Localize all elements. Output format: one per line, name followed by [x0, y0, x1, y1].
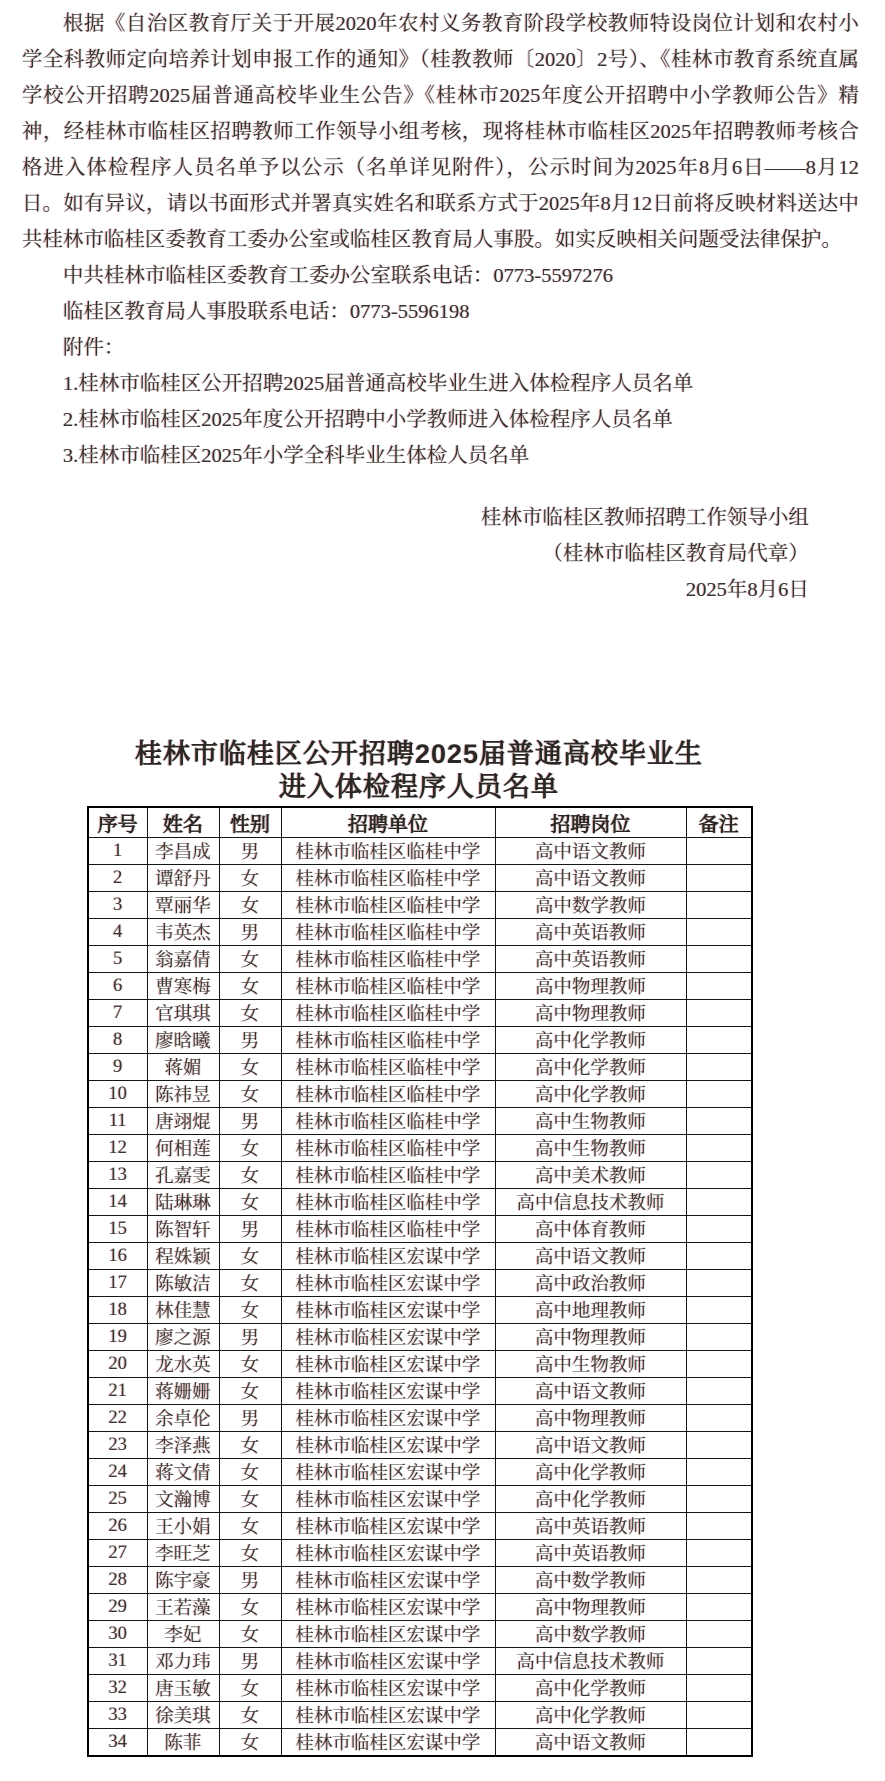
cell-seq: 14	[88, 1189, 147, 1216]
cell-unit: 桂林市临桂区临桂中学	[281, 1054, 495, 1081]
table-row	[88, 1459, 752, 1486]
cell-unit: 桂林市临桂区临桂中学	[281, 946, 495, 973]
contact-line-office: 中共桂林市临桂区委教育工委办公室联系电话：0773-5597276	[63, 265, 614, 287]
table-row	[88, 1405, 752, 1432]
table-row	[88, 919, 752, 946]
table-row	[88, 1162, 752, 1189]
cell-position: 高中化学教师	[495, 1702, 686, 1729]
table-row	[88, 1486, 752, 1513]
cell-seq: 30	[88, 1621, 147, 1648]
table-row	[88, 1567, 752, 1594]
cell-seq: 18	[88, 1297, 147, 1324]
cell-note	[686, 1405, 752, 1432]
table-row	[88, 1108, 752, 1135]
cell-seq: 27	[88, 1540, 147, 1567]
cell-seq: 25	[88, 1486, 147, 1513]
cell-name: 陆琳琳	[147, 1189, 219, 1216]
cell-name: 邓力玮	[147, 1648, 219, 1675]
cell-gender: 女	[219, 1675, 281, 1702]
cell-unit: 桂林市临桂区宏谋中学	[281, 1513, 495, 1540]
cell-position: 高中语文教师	[495, 838, 686, 865]
cell-note	[686, 1216, 752, 1243]
signature-seal-note: （桂林市临桂区教育局代章）	[542, 543, 809, 565]
cell-note	[686, 1324, 752, 1351]
cell-gender: 男	[219, 1216, 281, 1243]
cell-position: 高中数学教师	[495, 892, 686, 919]
cell-unit: 桂林市临桂区临桂中学	[281, 1027, 495, 1054]
cell-seq: 28	[88, 1567, 147, 1594]
cell-name: 陈宇豪	[147, 1567, 219, 1594]
cell-unit: 桂林市临桂区宏谋中学	[281, 1405, 495, 1432]
cell-note	[686, 1108, 752, 1135]
cell-unit: 桂林市临桂区宏谋中学	[281, 1243, 495, 1270]
table-row	[88, 1351, 752, 1378]
cell-unit: 桂林市临桂区宏谋中学	[281, 1378, 495, 1405]
cell-note	[686, 892, 752, 919]
cell-gender: 女	[219, 1054, 281, 1081]
cell-name: 文瀚博	[147, 1486, 219, 1513]
cell-position: 高中英语教师	[495, 919, 686, 946]
cell-name: 翁嘉倩	[147, 946, 219, 973]
cell-note	[686, 1189, 752, 1216]
cell-gender: 女	[219, 1378, 281, 1405]
cell-name: 陈敏洁	[147, 1270, 219, 1297]
table-row	[88, 1081, 752, 1108]
cell-position: 高中政治教师	[495, 1270, 686, 1297]
cell-gender: 女	[219, 946, 281, 973]
table-row	[88, 838, 752, 865]
cell-name: 李泽燕	[147, 1432, 219, 1459]
cell-note	[686, 1540, 752, 1567]
table-row	[88, 1432, 752, 1459]
roster-title-line-2: 进入体检程序人员名单	[279, 772, 559, 802]
attachment-item-1: 1.桂林市临桂区公开招聘2025届普通高校毕业生进入体检程序人员名单	[63, 373, 694, 395]
cell-unit: 桂林市临桂区临桂中学	[281, 973, 495, 1000]
cell-unit: 桂林市临桂区宏谋中学	[281, 1351, 495, 1378]
cell-name: 蒋文倩	[147, 1459, 219, 1486]
cell-seq: 2	[88, 865, 147, 892]
cell-seq: 16	[88, 1243, 147, 1270]
cell-note	[686, 1621, 752, 1648]
cell-note	[686, 1702, 752, 1729]
cell-unit: 桂林市临桂区宏谋中学	[281, 1567, 495, 1594]
table-row	[88, 1027, 752, 1054]
table-row	[88, 892, 752, 919]
cell-seq: 12	[88, 1135, 147, 1162]
cell-unit: 桂林市临桂区宏谋中学	[281, 1675, 495, 1702]
table-row	[88, 946, 752, 973]
signature-org: 桂林市临桂区教师招聘工作领导小组	[481, 507, 809, 529]
cell-unit: 桂林市临桂区临桂中学	[281, 1135, 495, 1162]
cell-name: 何相莲	[147, 1135, 219, 1162]
cell-note	[686, 1567, 752, 1594]
roster-title-line-1: 桂林市临桂区公开招聘2025届普通高校毕业生	[134, 739, 704, 769]
cell-seq: 23	[88, 1432, 147, 1459]
cell-seq: 34	[88, 1729, 147, 1757]
cell-name: 陈菲	[147, 1729, 219, 1757]
cell-name: 李昌成	[147, 838, 219, 865]
cell-gender: 女	[219, 1702, 281, 1729]
cell-position: 高中物理教师	[495, 1324, 686, 1351]
column-header-note: 备注	[686, 807, 752, 838]
cell-name: 王小娟	[147, 1513, 219, 1540]
cell-seq: 13	[88, 1162, 147, 1189]
cell-unit: 桂林市临桂区临桂中学	[281, 1000, 495, 1027]
cell-unit: 桂林市临桂区宏谋中学	[281, 1432, 495, 1459]
cell-position: 高中语文教师	[495, 1243, 686, 1270]
cell-gender: 男	[219, 1027, 281, 1054]
cell-name: 谭舒丹	[147, 865, 219, 892]
cell-gender: 女	[219, 1729, 281, 1757]
cell-name: 孔嘉雯	[147, 1162, 219, 1189]
cell-unit: 桂林市临桂区临桂中学	[281, 1081, 495, 1108]
cell-gender: 女	[219, 1351, 281, 1378]
cell-gender: 男	[219, 1648, 281, 1675]
cell-position: 高中数学教师	[495, 1621, 686, 1648]
cell-unit: 桂林市临桂区宏谋中学	[281, 1459, 495, 1486]
cell-note	[686, 865, 752, 892]
table-row	[88, 1000, 752, 1027]
column-header-unit: 招聘单位	[281, 807, 495, 838]
cell-position: 高中物理教师	[495, 1594, 686, 1621]
contact-line-personnel: 临桂区教育局人事股联系电话：0773-5596198	[63, 301, 470, 323]
cell-position: 高中化学教师	[495, 1459, 686, 1486]
signature-block	[0, 500, 885, 608]
table-row	[88, 1135, 752, 1162]
cell-position: 高中语文教师	[495, 1729, 686, 1757]
table-row	[88, 1378, 752, 1405]
main-paragraph: 根据《自治区教育厅关于开展2020年农村义务教育阶段学校教师特设岗位计划和农村小学全科教师定向培养计划申报工作的通知》（桂教教师〔2020〕2号）、《桂林市教育系统直属学校公开招聘2025届普通高校毕业生公告》《桂林市2025年度公开招聘中小学教师公告》精神，经桂林市临桂区招聘教师工作领导小组考核，现将桂林市临桂区2025年招聘教师考核合格进入体检程序人员名单予以公示（名单详见附件），公示时间为2025年8月6日——8月12日。如有异议，请以书面形式并署真实姓名和联系方式于2025年8月12日前将反映材料送达中共桂林市临桂区委教育工委办公室或临桂区教育局人事股。如实反映相关问题受法律保护。	[22, 13, 859, 251]
cell-note	[686, 1000, 752, 1027]
cell-position: 高中化学教师	[495, 1486, 686, 1513]
cell-position: 高中语文教师	[495, 1378, 686, 1405]
column-header-name: 姓名	[147, 807, 219, 838]
cell-seq: 7	[88, 1000, 147, 1027]
cell-position: 高中语文教师	[495, 1432, 686, 1459]
cell-seq: 3	[88, 892, 147, 919]
cell-position: 高中化学教师	[495, 1027, 686, 1054]
cell-name: 曹寒梅	[147, 973, 219, 1000]
cell-name: 李旺芝	[147, 1540, 219, 1567]
cell-note	[686, 973, 752, 1000]
cell-seq: 26	[88, 1513, 147, 1540]
cell-note	[686, 1594, 752, 1621]
attachment-item-2: 2.桂林市临桂区2025年度公开招聘中小学教师进入体检程序人员名单	[63, 409, 673, 431]
cell-seq: 21	[88, 1378, 147, 1405]
table-row	[88, 1594, 752, 1621]
table-row	[88, 1513, 752, 1540]
table-row	[88, 1054, 752, 1081]
cell-name: 唐翊焜	[147, 1108, 219, 1135]
cell-unit: 桂林市临桂区临桂中学	[281, 865, 495, 892]
roster-section	[87, 738, 751, 1757]
cell-gender: 男	[219, 1108, 281, 1135]
cell-note	[686, 1729, 752, 1757]
cell-seq: 31	[88, 1648, 147, 1675]
table-row	[88, 1675, 752, 1702]
cell-unit: 桂林市临桂区宏谋中学	[281, 1270, 495, 1297]
cell-name: 廖之源	[147, 1324, 219, 1351]
cell-unit: 桂林市临桂区临桂中学	[281, 838, 495, 865]
cell-position: 高中物理教师	[495, 1405, 686, 1432]
column-header-seq: 序号	[88, 807, 147, 838]
cell-position: 高中美术教师	[495, 1162, 686, 1189]
column-header-position: 招聘岗位	[495, 807, 686, 838]
cell-name: 程姝颖	[147, 1243, 219, 1270]
cell-gender: 女	[219, 865, 281, 892]
cell-gender: 男	[219, 1567, 281, 1594]
cell-note	[686, 1459, 752, 1486]
cell-unit: 桂林市临桂区临桂中学	[281, 919, 495, 946]
cell-position: 高中化学教师	[495, 1081, 686, 1108]
cell-position: 高中体育教师	[495, 1216, 686, 1243]
table-row	[88, 1324, 752, 1351]
cell-gender: 女	[219, 1162, 281, 1189]
attachments-list	[0, 366, 885, 474]
cell-unit: 桂林市临桂区宏谋中学	[281, 1621, 495, 1648]
table-row	[88, 973, 752, 1000]
cell-unit: 桂林市临桂区临桂中学	[281, 892, 495, 919]
table-row	[88, 1243, 752, 1270]
cell-unit: 桂林市临桂区宏谋中学	[281, 1297, 495, 1324]
cell-note	[686, 1054, 752, 1081]
cell-seq: 17	[88, 1270, 147, 1297]
cell-seq: 10	[88, 1081, 147, 1108]
cell-gender: 女	[219, 1540, 281, 1567]
table-row	[88, 1297, 752, 1324]
cell-note	[686, 1486, 752, 1513]
column-header-gender: 性别	[219, 807, 281, 838]
cell-position: 高中生物教师	[495, 1135, 686, 1162]
cell-unit: 桂林市临桂区宏谋中学	[281, 1540, 495, 1567]
attachments-label: 附件：	[63, 337, 125, 359]
cell-unit: 桂林市临桂区宏谋中学	[281, 1648, 495, 1675]
cell-seq: 1	[88, 838, 147, 865]
cell-seq: 11	[88, 1108, 147, 1135]
cell-gender: 女	[219, 1243, 281, 1270]
cell-seq: 33	[88, 1702, 147, 1729]
cell-name: 徐美琪	[147, 1702, 219, 1729]
cell-unit: 桂林市临桂区临桂中学	[281, 1108, 495, 1135]
cell-note	[686, 1297, 752, 1324]
roster-table-body	[88, 838, 752, 1757]
cell-position: 高中语文教师	[495, 865, 686, 892]
cell-gender: 女	[219, 1594, 281, 1621]
signature-date: 2025年8月6日	[686, 579, 809, 601]
cell-note	[686, 1675, 752, 1702]
cell-gender: 女	[219, 892, 281, 919]
cell-gender: 女	[219, 1297, 281, 1324]
cell-unit: 桂林市临桂区宏谋中学	[281, 1702, 495, 1729]
roster-header-row	[88, 807, 752, 838]
cell-position: 高中化学教师	[495, 1675, 686, 1702]
cell-gender: 女	[219, 1189, 281, 1216]
cell-gender: 男	[219, 1324, 281, 1351]
cell-gender: 女	[219, 1081, 281, 1108]
cell-note	[686, 919, 752, 946]
cell-note	[686, 946, 752, 973]
table-row	[88, 1189, 752, 1216]
cell-position: 高中物理教师	[495, 973, 686, 1000]
cell-position: 高中地理教师	[495, 1297, 686, 1324]
cell-position: 高中数学教师	[495, 1567, 686, 1594]
cell-note	[686, 1243, 752, 1270]
cell-gender: 男	[219, 838, 281, 865]
cell-note	[686, 1432, 752, 1459]
cell-name: 李妃	[147, 1621, 219, 1648]
cell-note	[686, 1162, 752, 1189]
table-row	[88, 1702, 752, 1729]
cell-name: 王若藻	[147, 1594, 219, 1621]
announcement-body	[0, 0, 885, 608]
cell-seq: 5	[88, 946, 147, 973]
cell-unit: 桂林市临桂区临桂中学	[281, 1189, 495, 1216]
cell-seq: 20	[88, 1351, 147, 1378]
cell-position: 高中物理教师	[495, 1000, 686, 1027]
table-row	[88, 865, 752, 892]
cell-gender: 女	[219, 1135, 281, 1162]
cell-name: 覃丽华	[147, 892, 219, 919]
cell-unit: 桂林市临桂区宏谋中学	[281, 1486, 495, 1513]
cell-note	[686, 1027, 752, 1054]
cell-note	[686, 1135, 752, 1162]
cell-gender: 男	[219, 919, 281, 946]
cell-seq: 6	[88, 973, 147, 1000]
table-row	[88, 1540, 752, 1567]
cell-gender: 女	[219, 1000, 281, 1027]
cell-name: 余卓伦	[147, 1405, 219, 1432]
cell-seq: 24	[88, 1459, 147, 1486]
cell-seq: 29	[88, 1594, 147, 1621]
table-row	[88, 1216, 752, 1243]
cell-note	[686, 1351, 752, 1378]
cell-name: 廖晗曦	[147, 1027, 219, 1054]
cell-unit: 桂林市临桂区临桂中学	[281, 1162, 495, 1189]
cell-position: 高中英语教师	[495, 1513, 686, 1540]
cell-seq: 32	[88, 1675, 147, 1702]
cell-position: 高中生物教师	[495, 1351, 686, 1378]
cell-note	[686, 838, 752, 865]
cell-gender: 女	[219, 973, 281, 1000]
cell-gender: 女	[219, 1486, 281, 1513]
cell-name: 陈祎昱	[147, 1081, 219, 1108]
table-row	[88, 1621, 752, 1648]
cell-unit: 桂林市临桂区宏谋中学	[281, 1594, 495, 1621]
cell-seq: 4	[88, 919, 147, 946]
cell-note	[686, 1081, 752, 1108]
cell-seq: 8	[88, 1027, 147, 1054]
table-row	[88, 1270, 752, 1297]
cell-unit: 桂林市临桂区宏谋中学	[281, 1729, 495, 1757]
cell-gender: 女	[219, 1459, 281, 1486]
attachment-item-3: 3.桂林市临桂区2025年小学全科毕业生体检人员名单	[63, 445, 530, 467]
cell-unit: 桂林市临桂区宏谋中学	[281, 1324, 495, 1351]
cell-seq: 9	[88, 1054, 147, 1081]
cell-position: 高中生物教师	[495, 1108, 686, 1135]
cell-position: 高中英语教师	[495, 1540, 686, 1567]
cell-name: 蒋媚	[147, 1054, 219, 1081]
cell-unit: 桂林市临桂区临桂中学	[281, 1216, 495, 1243]
cell-gender: 女	[219, 1513, 281, 1540]
cell-name: 陈智轩	[147, 1216, 219, 1243]
cell-gender: 女	[219, 1621, 281, 1648]
cell-position: 高中信息技术教师	[495, 1648, 686, 1675]
cell-name: 蒋姗姗	[147, 1378, 219, 1405]
cell-note	[686, 1648, 752, 1675]
cell-position: 高中英语教师	[495, 946, 686, 973]
cell-seq: 19	[88, 1324, 147, 1351]
cell-note	[686, 1378, 752, 1405]
cell-seq: 22	[88, 1405, 147, 1432]
cell-gender: 女	[219, 1432, 281, 1459]
cell-seq: 15	[88, 1216, 147, 1243]
cell-gender: 女	[219, 1270, 281, 1297]
roster-table	[87, 806, 753, 1757]
cell-note	[686, 1513, 752, 1540]
cell-position: 高中信息技术教师	[495, 1189, 686, 1216]
cell-name: 韦英杰	[147, 919, 219, 946]
cell-name: 龙水英	[147, 1351, 219, 1378]
cell-name: 林佳慧	[147, 1297, 219, 1324]
cell-gender: 男	[219, 1405, 281, 1432]
cell-name: 唐玉敏	[147, 1675, 219, 1702]
cell-note	[686, 1270, 752, 1297]
cell-name: 官琪琪	[147, 1000, 219, 1027]
table-row	[88, 1729, 752, 1757]
cell-position: 高中化学教师	[495, 1054, 686, 1081]
table-row	[88, 1648, 752, 1675]
